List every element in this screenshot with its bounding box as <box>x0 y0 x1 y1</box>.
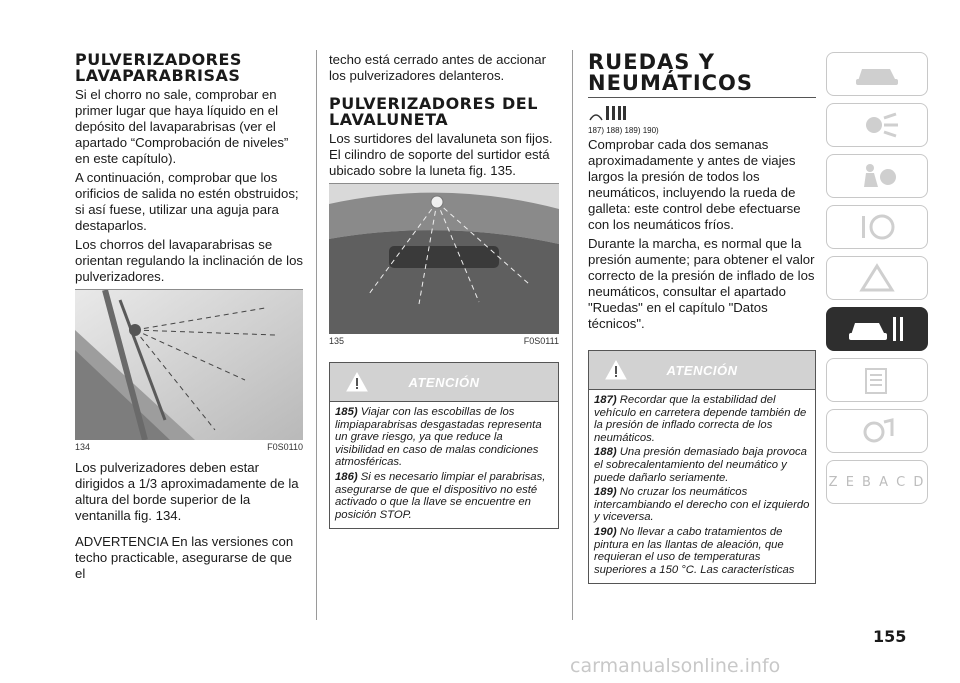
paragraph: Los pulverizadores deben estar dirigidos a 1/3 aproximadamente de la altura del borde superior de la ventanilla fig. 134. <box>75 460 299 523</box>
column-right <box>588 52 816 584</box>
warning-item <box>594 526 810 576</box>
figure-number: 134 <box>75 442 91 452</box>
tab-index[interactable] <box>826 460 928 504</box>
paragraph: techo está cerrado antes de accionar los pulverizadores delanteros. <box>329 52 546 83</box>
paragraph: Comprobar cada dos semanas aproximadamente y antes de viajes largos la presión de todos los neumáticos, incluyendo la rueda de galleta: este control debe efectuarse con los neumáticos fríos. <box>588 137 801 232</box>
figure-code: F0S0111 <box>523 336 559 346</box>
figure-135 <box>329 183 559 346</box>
warning-body <box>330 402 558 528</box>
rear-washer-illustration <box>329 184 559 334</box>
heading-rule <box>588 97 816 98</box>
service-car-wrench-icon <box>847 313 907 345</box>
paragraph: Si el chorro no sale, comprobar en primer lugar que haya líquido en el depósito del lavaparabrisas (ver el apartado “Comprobación de niveles” en este capítulo). <box>75 87 289 166</box>
warning-item-text: Una presión demasiado baja provoca el sobrecalentamiento del neumático y puede dañarlo seriamente. <box>594 446 807 484</box>
warning-item <box>335 471 553 521</box>
tire-pressure-icons <box>588 104 628 124</box>
warning-item-text: Si es necesario limpiar el parabrisas, asegurarse de que el dispositivo no esté activado o que la llave se encuentre en posición STOP. <box>335 470 546 521</box>
technical-data-icon <box>852 365 902 395</box>
tab-service-maintenance[interactable] <box>826 307 928 351</box>
figure-code: F0S0110 <box>267 442 303 452</box>
car-dashboard-icon <box>852 59 902 89</box>
section-heading-lavaparabrisas: PULVERIZADORES LAVAPARABRISAS <box>75 50 242 85</box>
warning-item-number: 185) <box>335 406 358 418</box>
warning-item-number: 187) <box>594 394 617 406</box>
tab-safety[interactable] <box>826 154 928 198</box>
steering-key-icon <box>852 212 902 242</box>
windshield-washer-photo <box>75 290 303 440</box>
warning-item-number: 188) <box>594 446 617 459</box>
warning-item <box>594 486 810 524</box>
lights-icon <box>852 110 902 140</box>
paragraph: Los chorros del lavaparabrisas se orientan regulando la inclinación de los pulverizadores. <box>75 237 304 284</box>
windshield-washer-illustration <box>75 290 303 440</box>
warning-box <box>588 350 816 584</box>
seat-safety-icon <box>852 161 902 191</box>
section-heading-ruedas: RUEDAS Y NEUMÁTICOS <box>588 50 754 95</box>
warning-item <box>594 394 810 444</box>
watermark: carmanualsonline.info <box>570 655 781 677</box>
section-heading-lavaluneta: PULVERIZADORES DEL LAVALUNETA <box>329 94 538 129</box>
paragraph: A continuación, comprobar que los orificios de salida no estén obstruidos; si así fuese, utilizar una aguja para destaparlos. <box>75 170 299 233</box>
warning-road-icon <box>852 263 902 293</box>
tab-starting-driving[interactable] <box>826 205 928 249</box>
warning-title: ATENCIÓN <box>408 375 480 390</box>
warning-item-number: 189) <box>594 486 617 499</box>
paragraph: ADVERTENCIA En las versiones con techo practicable, asegurarse de que el <box>75 534 294 581</box>
chapter-tabs <box>826 52 936 511</box>
warning-item-text: Viajar con las escobillas de los limpiaparabrisas desgastadas representa un grave riesgo, ya que reduce la visibilidad en caso de malas condiciones atmosféricas. <box>335 406 542 469</box>
warning-item <box>335 406 553 469</box>
column-divider <box>572 50 573 620</box>
warning-item-text: Recordar que la estabilidad del vehículo en carretera depende también de la presión de inflado correcta de los neumáticos. <box>594 394 807 444</box>
warning-title: ATENCIÓN <box>666 363 738 378</box>
section-icons <box>588 104 816 124</box>
column-middle <box>329 52 559 529</box>
warning-item-number: 190) <box>594 525 617 538</box>
multimedia-icon <box>852 416 902 446</box>
warning-item-text: No cruzar los neumáticos intercambiando el derecho con el izquierdo y viceversa. <box>594 486 810 524</box>
tab-multimedia[interactable] <box>826 409 928 453</box>
warning-body <box>589 390 815 583</box>
paragraph: Los surtidores del lavaluneta son fijos. El cilindro de soporte del surtidor está ubicado sobre la luneta fig. 135. <box>329 131 553 178</box>
warning-header <box>330 363 558 401</box>
warning-item-number: 186) <box>335 470 358 483</box>
warning-item <box>594 446 810 484</box>
paragraph: Durante la marcha, es normal que la presión aumente; para obtener el valor correcto de la presión de inflado de los neumáticos, consultar el apartado "Ruedas" en el capítulo "Datos técnicos". <box>588 236 815 331</box>
tab-emergency[interactable] <box>826 256 928 300</box>
figure-number: 135 <box>329 336 345 346</box>
rear-washer-photo <box>329 184 559 334</box>
tab-dashboard[interactable] <box>826 52 928 96</box>
column-divider <box>316 50 317 620</box>
tab-lights[interactable] <box>826 103 928 147</box>
tab-technical-data[interactable] <box>826 358 928 402</box>
warning-header <box>589 351 815 389</box>
warning-box <box>329 362 559 529</box>
index-letters-icon: Z E B A C D <box>828 474 926 490</box>
reference-numbers: 187) 188) 189) 190) <box>588 126 659 135</box>
column-left <box>75 52 303 585</box>
warning-item-text: No llevar a cabo tratamientos de pintura en las llantas de aleación, que requieran el uso de temperaturas superiores a 150 °C. Las características <box>594 525 795 576</box>
page-number: 155 <box>873 627 907 646</box>
figure-134 <box>75 289 303 452</box>
